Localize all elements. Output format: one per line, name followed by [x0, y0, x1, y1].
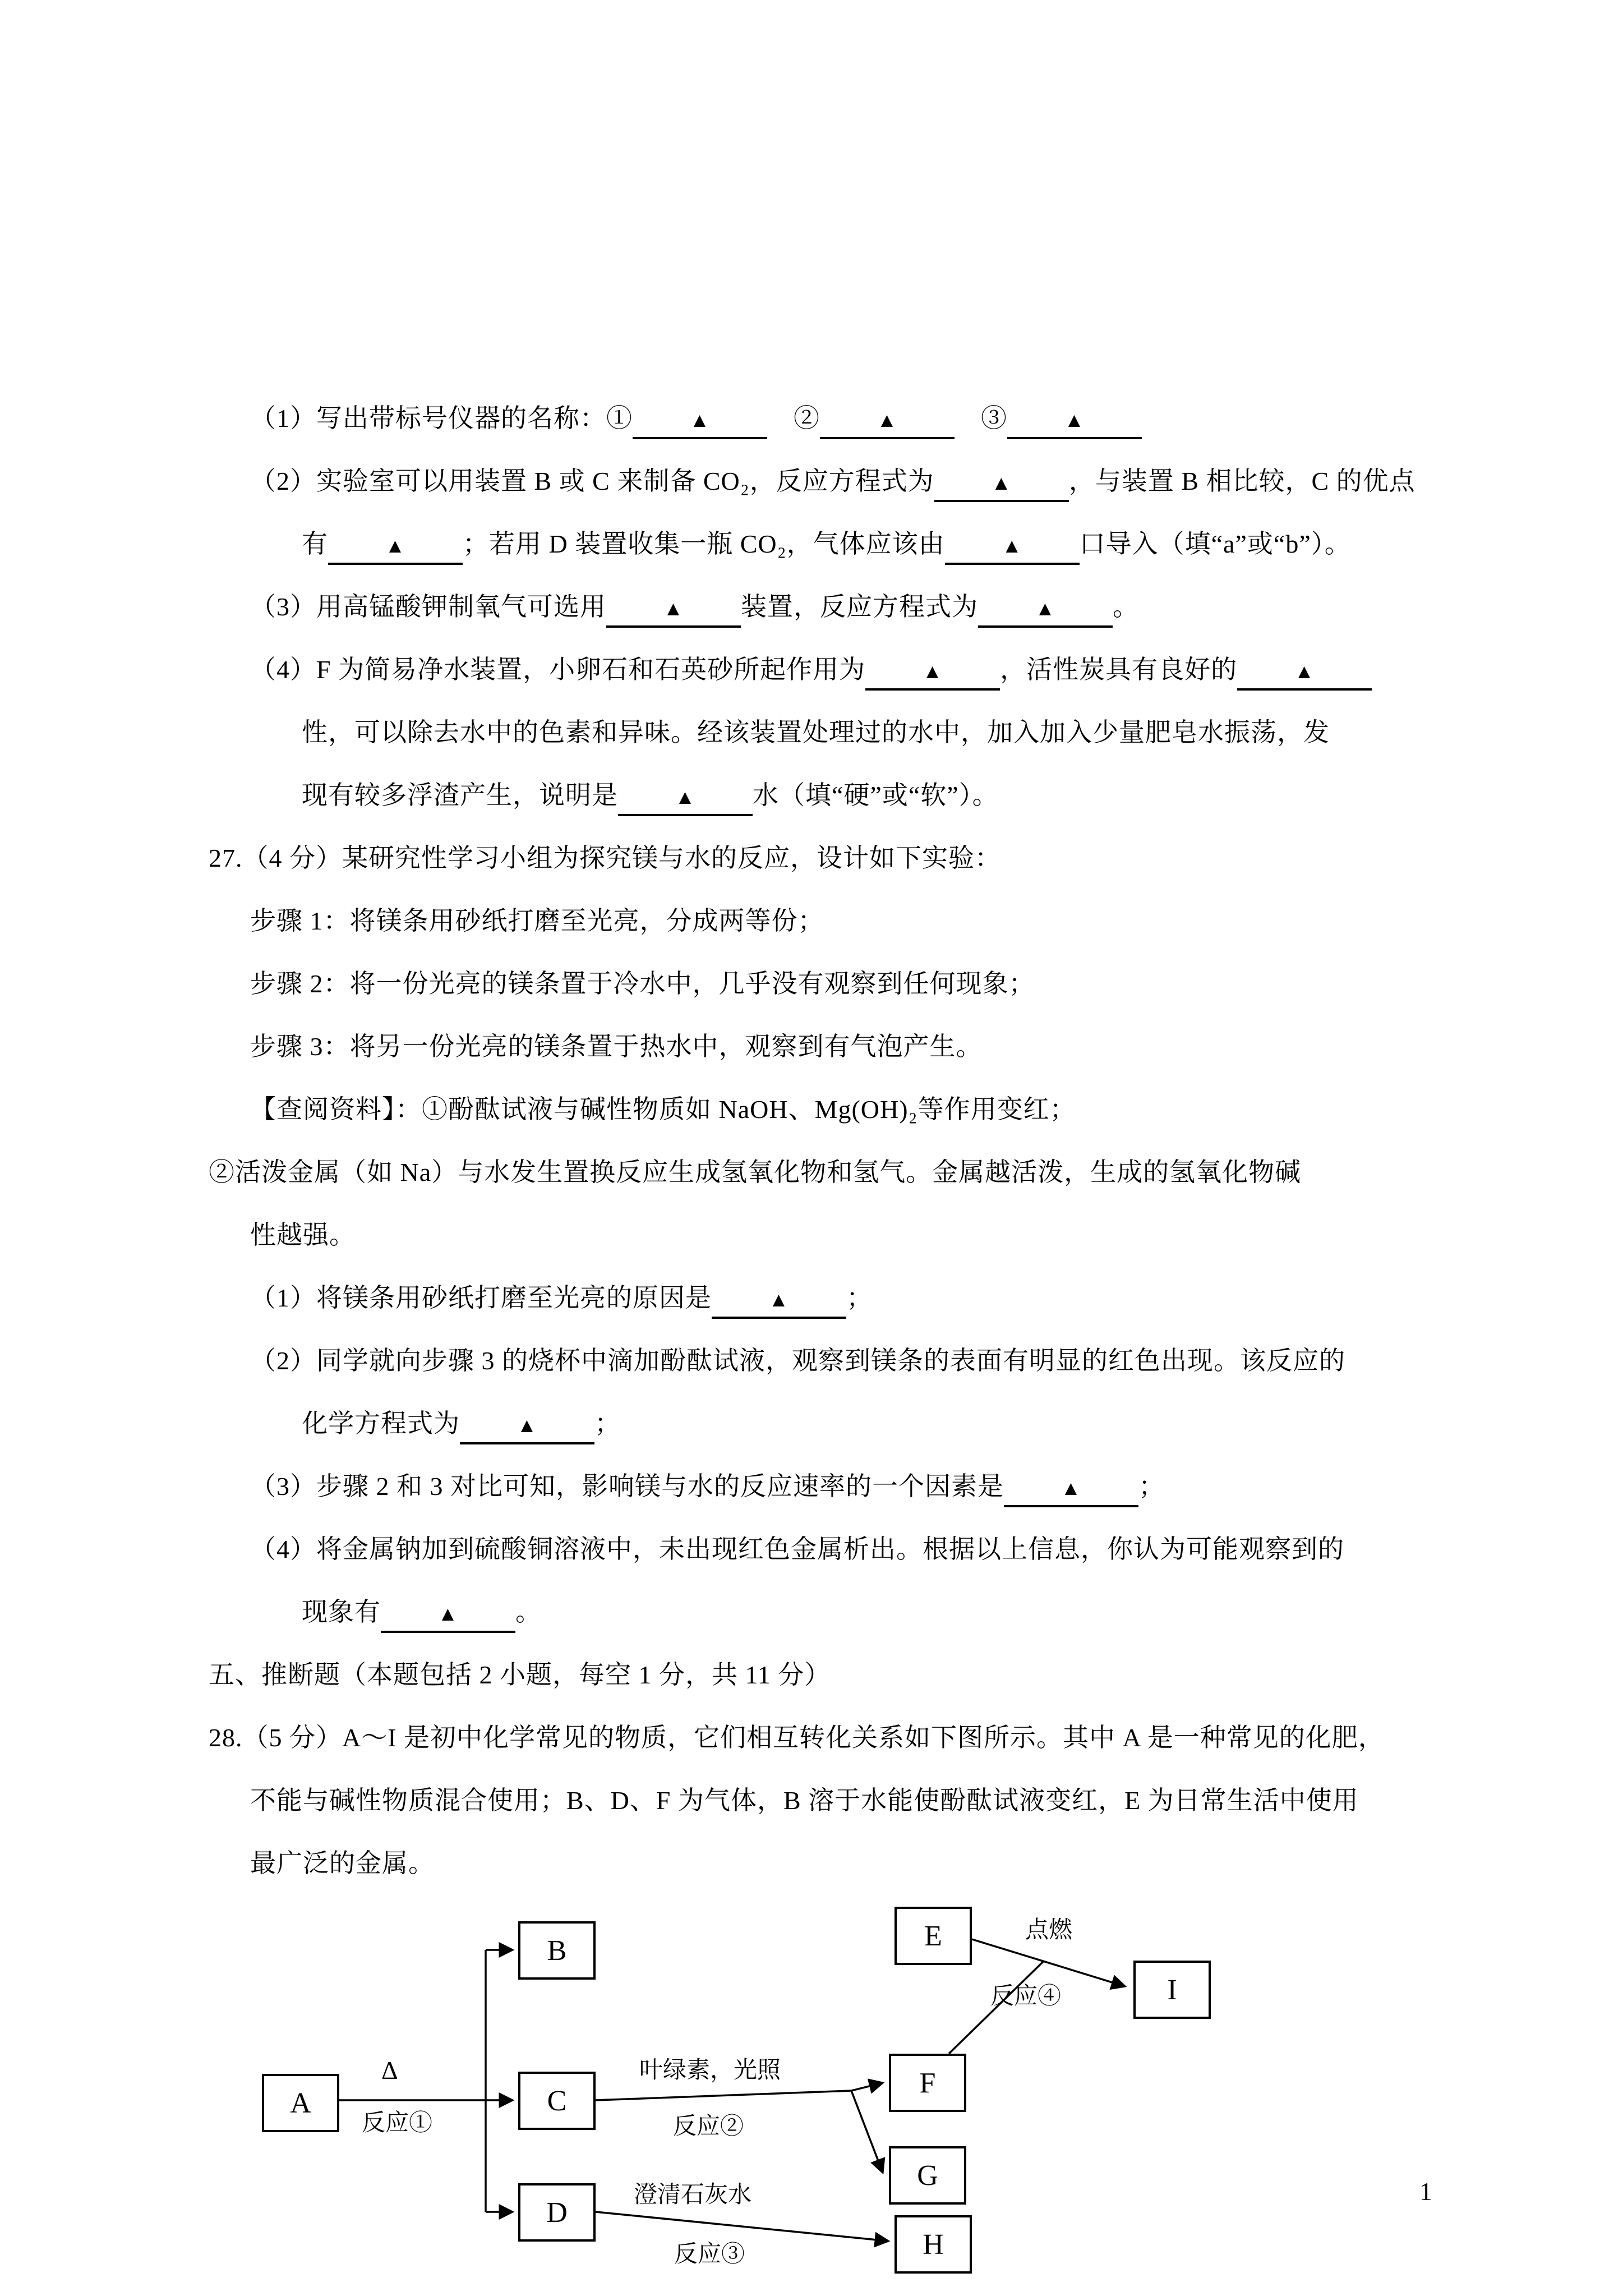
- edge-label-ignite: 点燃: [1025, 1917, 1073, 1943]
- paragraph: [0, 1141, 1623, 1204]
- answer-blank: ▲: [945, 527, 1080, 565]
- paragraph: [0, 1329, 1623, 1392]
- answer-blank: ▲: [1004, 1469, 1138, 1507]
- diagram-box-h: H: [895, 2215, 972, 2274]
- text-run: （2）同学就向步骤 3 的烧杯中滴加酚酞试液，观察到镁条的表面有明显的红色出现。该反应的: [250, 1346, 1345, 1375]
- answer-blank: ▲: [934, 464, 1069, 502]
- text-run: ；: [1138, 1472, 1165, 1501]
- diagram-box-c: C: [518, 2072, 596, 2130]
- text-run: ；若用 D 装置收集一瓶 CO₂，气体应该由: [463, 530, 945, 558]
- answer-blank: ▲: [460, 1406, 594, 1444]
- answer-blank: ▲: [978, 590, 1113, 628]
- text-run: （1）写出带标号仪器的名称：①: [250, 404, 633, 432]
- text-run: ，与装置 B 相比较，C 的优点: [1068, 467, 1415, 495]
- edge-label-chlorophyll: 叶绿素，光照: [639, 2058, 781, 2083]
- text-run: 水（填“硬”或“软”）。: [753, 781, 999, 809]
- paragraph: [0, 1204, 1623, 1267]
- text-run: ；: [594, 1409, 621, 1438]
- text-run: ②活泼金属（如 Na）与水发生置换反应生成氢氧化物和氢气。金属越活泼，生成的氢氧化物碱: [209, 1158, 1302, 1186]
- document-body: [0, 387, 1623, 1895]
- paragraph: [0, 638, 1623, 701]
- diagram-box-f: F: [889, 2054, 966, 2112]
- paragraph: [0, 1267, 1623, 1329]
- paragraph: [0, 1518, 1623, 1581]
- text-run: ②: [767, 404, 820, 432]
- text-run: 【查阅资料】：①酚酞试液与碱性物质如 NaOH、Mg(OH)₂等作用变红；: [250, 1095, 1076, 1124]
- paragraph: [0, 953, 1623, 1015]
- diagram-box-b: B: [518, 1921, 596, 1980]
- paragraph: [0, 387, 1623, 450]
- page-number: 1: [1419, 2177, 1432, 2206]
- text-run: ③: [955, 404, 1007, 432]
- diagram-box-d: D: [518, 2183, 596, 2242]
- edge-label-reaction-3: 反应③: [674, 2242, 745, 2267]
- answer-blank: ▲: [1237, 652, 1372, 691]
- paragraph: [0, 827, 1623, 890]
- text-run: 不能与碱性物质混合使用；B、D、F 为气体，B 溶于水能使酚酞试液变红，E 为日常生活中使用: [250, 1786, 1359, 1815]
- edge-label-reaction-2: 反应②: [673, 2114, 744, 2139]
- text-run: 步骤 2：将一份光亮的镁条置于冷水中，几乎没有观察到任何现象；: [250, 969, 1035, 998]
- paragraph: [0, 1644, 1623, 1706]
- paragraph: [0, 1392, 1623, 1455]
- diagram-box-e: E: [895, 1907, 972, 1965]
- answer-blank: ▲: [712, 1281, 846, 1319]
- paragraph: [0, 764, 1623, 827]
- answer-blank: ▲: [381, 1595, 515, 1633]
- edge-label-limewater: 澄清石灰水: [634, 2182, 752, 2208]
- answer-blank: ▲: [865, 652, 1000, 691]
- diagram-box-g: G: [889, 2146, 966, 2205]
- paragraph: [0, 1769, 1623, 1832]
- text-run: ，活性炭具有良好的: [1000, 655, 1238, 684]
- text-run: 化学方程式为: [302, 1409, 460, 1438]
- text-run: （1）将镁条用砂纸打磨至光亮的原因是: [250, 1283, 712, 1312]
- diagram-box-a: A: [262, 2074, 339, 2132]
- text-run: 。: [515, 1598, 542, 1626]
- answer-blank: ▲: [820, 401, 955, 439]
- text-run: （3）用高锰酸钾制氧气可选用: [250, 592, 606, 621]
- text-run: 性越强。: [250, 1221, 356, 1249]
- text-run: 最广泛的金属。: [250, 1849, 435, 1878]
- text-run: （2）实验室可以用装置 B 或 C 来制备 CO₂，反应方程式为: [250, 467, 934, 495]
- flow-diagram: [247, 1904, 1234, 2292]
- paragraph: [0, 1832, 1623, 1895]
- text-run: 性，可以除去水中的色素和异味。经该装置处理过的水中，加入加入少量肥皂水振荡，发: [302, 718, 1330, 747]
- text-run: 口导入（填“a”或“b”）。: [1079, 530, 1351, 558]
- answer-blank: ▲: [606, 590, 741, 628]
- paragraph: [0, 701, 1623, 764]
- text-run: 现有较多浮渣产生，说明是: [302, 781, 618, 809]
- text-run: ；: [846, 1283, 873, 1312]
- paragraph: [0, 1078, 1623, 1141]
- text-run: 五、推断题（本题包括 2 小题，每空 1 分，共 11 分）: [209, 1660, 831, 1689]
- text-run: 27.（4 分）某研究性学习小组为探究镁与水的反应，设计如下实验：: [209, 844, 1001, 872]
- answer-blank: ▲: [1007, 401, 1142, 439]
- answer-blank: ▲: [633, 401, 767, 439]
- text-run: 装置，反应方程式为: [741, 592, 978, 621]
- paragraph: [0, 513, 1623, 576]
- diagram-arrows: [247, 1904, 1234, 2292]
- paragraph: [0, 1015, 1623, 1078]
- paragraph: [0, 1706, 1623, 1769]
- text-run: （3）步骤 2 和 3 对比可知，影响镁与水的反应速率的一个因素是: [250, 1472, 1004, 1501]
- text-run: （4）将金属钠加到硫酸铜溶液中，未出现红色金属析出。根据以上信息，你认为可能观察到的: [250, 1535, 1344, 1563]
- paragraph: [0, 1455, 1623, 1518]
- text-run: 。: [1113, 592, 1139, 621]
- text-run: 现象有: [302, 1598, 381, 1626]
- paragraph: [0, 890, 1623, 953]
- answer-blank: ▲: [618, 778, 753, 816]
- edge-label-reaction-4: 反应④: [990, 1984, 1062, 2009]
- edge-label-reaction-1: 反应①: [362, 2110, 433, 2136]
- edge-label-heat-symbol: Δ: [381, 2056, 398, 2085]
- text-run: 步骤 1：将镁条用砂纸打磨至光亮，分成两等份；: [250, 907, 824, 935]
- paragraph: [0, 1581, 1623, 1644]
- text-run: （4）F 为简易净水装置，小卵石和石英砂所起作用为: [250, 655, 866, 684]
- paragraph: [0, 450, 1623, 513]
- diagram-box-i: I: [1133, 1961, 1211, 2019]
- text-run: 步骤 3：将另一份光亮的镁条置于热水中，观察到有气泡产生。: [250, 1032, 983, 1061]
- answer-blank: ▲: [328, 527, 463, 565]
- text-run: 有: [302, 530, 328, 558]
- text-run: 28.（5 分）A～I 是初中化学常见的物质，它们相互转化关系如下图所示。其中 A 是一种常见的化肥，: [209, 1723, 1385, 1752]
- paragraph: [0, 576, 1623, 638]
